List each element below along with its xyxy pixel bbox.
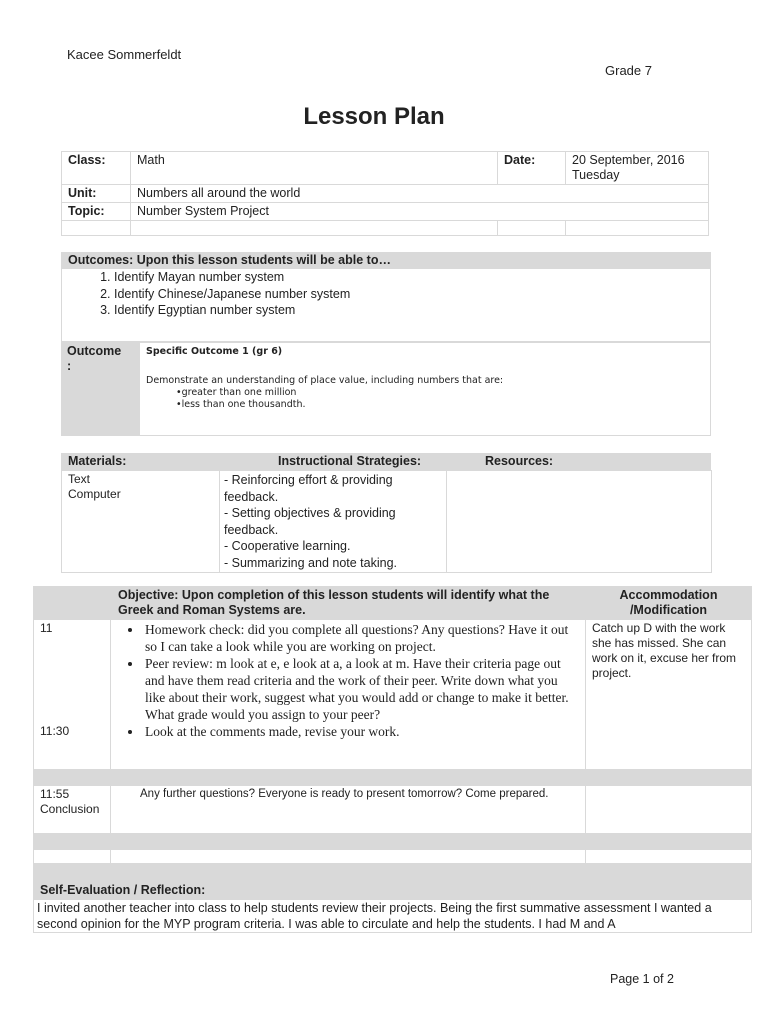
strategy-item: - Setting objectives & providing feedback. bbox=[224, 506, 396, 537]
accommodation-text: Catch up D with the work she has missed. She can work on it, excuse her from project. bbox=[586, 620, 752, 770]
specific-bullet: • greater than one million bbox=[176, 387, 704, 399]
objective-table bbox=[33, 586, 752, 933]
empty-cell bbox=[131, 221, 498, 236]
gray-separator bbox=[34, 770, 752, 786]
empty-cell bbox=[34, 850, 111, 864]
reflection-text: I invited another teacher into class to help students review their projects. Being the first summative assessment I wanted a second opinion for the MYP program criteria. I was able to circulate and help the students. I had M and A bbox=[34, 900, 752, 933]
empty-cell bbox=[586, 850, 752, 864]
resources-cell bbox=[447, 471, 712, 573]
activities-list bbox=[117, 621, 579, 740]
conclusion-time-cell bbox=[34, 786, 111, 834]
empty-cell bbox=[566, 221, 709, 236]
empty-cell bbox=[111, 850, 586, 864]
outcomes-heading: Outcomes: Upon this lesson students will be able to… bbox=[61, 252, 711, 268]
accommodation-heading-line: Accommodation bbox=[619, 588, 718, 602]
specific-outcome-text: Demonstrate an understanding of place value, including numbers that are: bbox=[146, 375, 504, 386]
accommodation-heading-line: /Modification bbox=[629, 603, 708, 617]
objective-heading: Objective: Upon completion of this lesson students will identify what the Greek and Roman Systems are. bbox=[111, 587, 586, 620]
date-value bbox=[566, 152, 709, 185]
materials-header bbox=[61, 453, 711, 470]
topic-label: Topic: bbox=[62, 203, 131, 221]
gray-separator bbox=[34, 834, 752, 850]
grade-label: Grade 7 bbox=[605, 63, 652, 78]
unit-label: Unit: bbox=[62, 185, 131, 203]
material-item: Text bbox=[68, 472, 91, 486]
outcome-label-text: Outcome bbox=[67, 344, 122, 358]
materials-cell bbox=[62, 471, 220, 573]
resources-label: Resources: bbox=[485, 454, 554, 468]
specific-bullet: • less than one thousandth. bbox=[176, 399, 704, 411]
time-cell bbox=[34, 620, 111, 770]
outcome-item: 3. Identify Egyptian number system bbox=[114, 302, 710, 319]
materials-label: Materials: bbox=[68, 454, 127, 468]
activity-item: • Peer review: m look at e, e look at a, a look at m. Have their criteria page out and have them read criteria and the work of their peer. Write down what you like about their work, suggest what you would add or change to make it better. What grade would you assign to your peer? bbox=[143, 655, 579, 723]
author-name: Kacee Sommerfeldt bbox=[67, 47, 182, 62]
empty-cell bbox=[34, 587, 111, 620]
activities-cell bbox=[111, 620, 586, 770]
material-item: Computer bbox=[68, 487, 121, 501]
outcome-item: 1. Identify Mayan number system bbox=[114, 269, 710, 286]
specific-outcome-box bbox=[139, 342, 711, 436]
conclusion-text: Any further questions? Everyone is ready to present tomorrow? Come prepared. bbox=[111, 786, 586, 834]
outcomes-list-box bbox=[61, 268, 711, 342]
date-day: Tuesday bbox=[572, 168, 620, 182]
time-mid: 11:30 bbox=[40, 724, 70, 738]
activity-item: • Look at the comments made, revise your work. bbox=[143, 723, 579, 740]
conclusion-time: 11:55 bbox=[40, 787, 70, 801]
info-table bbox=[61, 151, 709, 236]
materials-table bbox=[61, 470, 712, 573]
empty-cell bbox=[62, 221, 131, 236]
strategy-item: - Cooperative learning. bbox=[224, 539, 351, 553]
strategies-label: Instructional Strategies: bbox=[278, 454, 422, 468]
topic-value: Number System Project bbox=[131, 203, 709, 221]
class-value: Math bbox=[131, 152, 498, 185]
page-title: Lesson Plan bbox=[303, 103, 445, 130]
unit-value: Numbers all around the world bbox=[131, 185, 709, 203]
conclusion-label: Conclusion bbox=[40, 802, 100, 816]
activity-item: • Homework check: did you complete all questions? Any questions? Have it out so I can take a look while you are working on project. bbox=[143, 621, 579, 655]
page-number: Page 1 of 2 bbox=[610, 972, 674, 986]
class-label: Class: bbox=[62, 152, 131, 185]
outcome-item: 2. Identify Chinese/Japanese number system bbox=[114, 286, 710, 303]
reflection-heading: Self-Evaluation / Reflection: bbox=[34, 864, 752, 900]
outcome-label-colon: : bbox=[67, 359, 72, 373]
date-label: Date: bbox=[498, 152, 566, 185]
strategy-item: - Reinforcing effort & providing feedback. bbox=[224, 473, 393, 504]
outcomes-list bbox=[62, 269, 710, 319]
time-start: 11 bbox=[40, 621, 53, 635]
empty-cell bbox=[498, 221, 566, 236]
strategies-cell bbox=[220, 471, 447, 573]
accommodation-heading bbox=[586, 587, 752, 620]
empty-cell bbox=[586, 786, 752, 834]
specific-outcome-title: Specific Outcome 1 (gr 6) bbox=[146, 346, 283, 357]
strategy-item: - Summarizing and note taking. bbox=[224, 555, 398, 570]
specific-outcome-bullets bbox=[146, 387, 704, 411]
outcome-label bbox=[61, 342, 139, 436]
date-line: 20 September, 2016 bbox=[572, 153, 685, 167]
